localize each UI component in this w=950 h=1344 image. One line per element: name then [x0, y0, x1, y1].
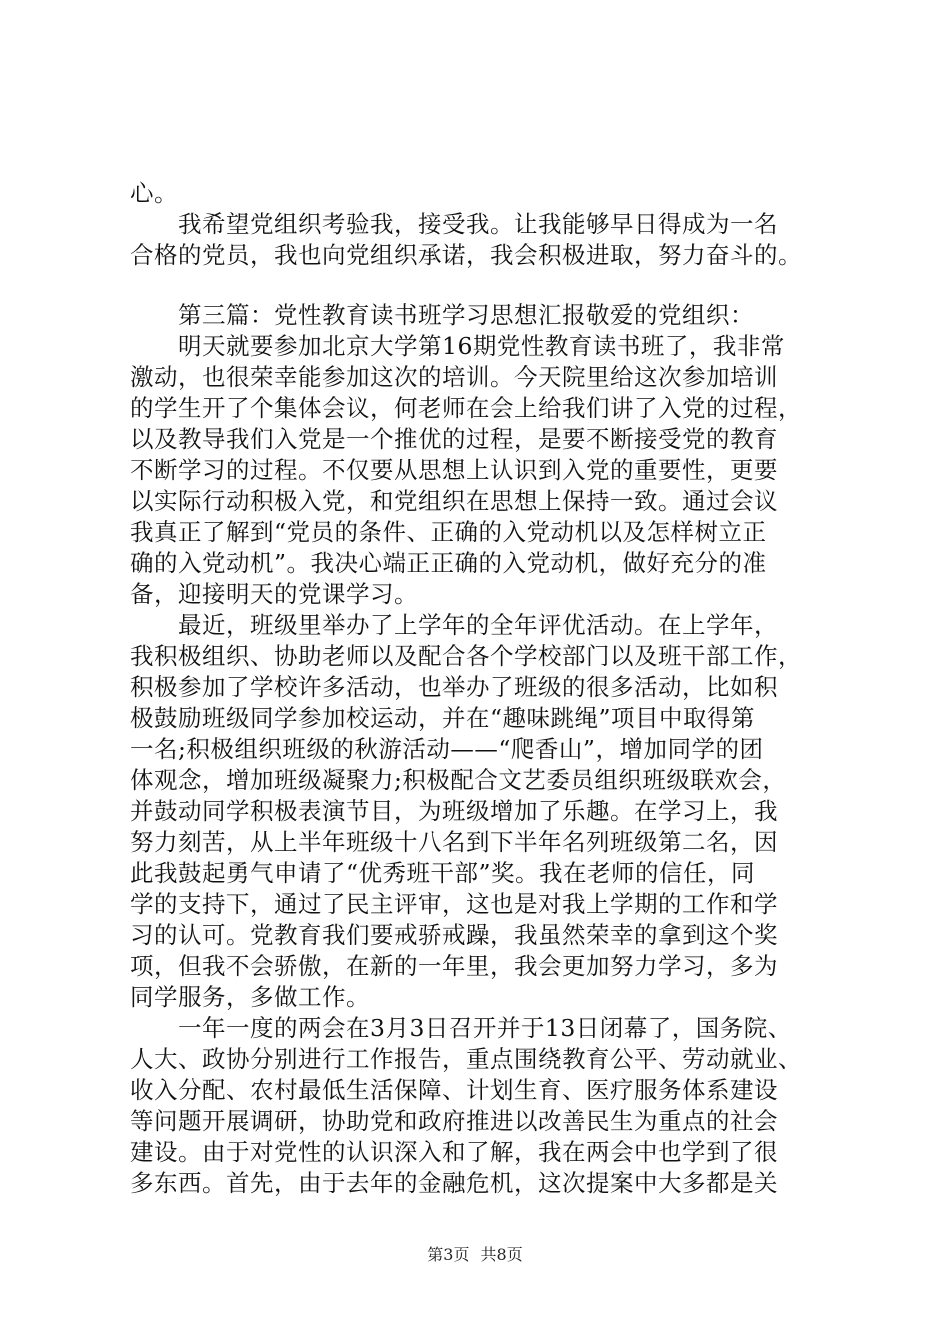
- page-number: 第3页: [427, 1245, 470, 1264]
- paragraph-start: 明天就要参加北京大学第16期党性教育读书班了，我非常: [178, 332, 785, 360]
- text-line: 积极参加了学校许多活动，也举办了班级的很多活动，比如积: [130, 673, 778, 701]
- text-line: 我真正了解到“党员的条件、正确的入党动机以及怎样树立正: [130, 518, 767, 546]
- page-total: 共8页: [480, 1245, 523, 1264]
- page-footer: [0, 1245, 950, 1265]
- text-line: 人大、政协分别进行工作报告，重点围绕教育公平、劳动就业、: [130, 1045, 802, 1073]
- paragraph-start: 最近，班级里举办了上学年的全年评优活动。在上学年，: [178, 611, 778, 639]
- text-line: 多东西。首先，由于去年的金融危机，这次提案中大多都是关: [130, 1169, 778, 1197]
- text-line: 项，但我不会骄傲，在新的一年里，我会更加努力学习，多为: [130, 952, 778, 980]
- text-line: 收入分配、农村最低生活保障、计划生育、医疗服务体系建设: [130, 1076, 778, 1104]
- text-line: 体观念，增加班级凝聚力;积极配合文艺委员组织班级联欢会，: [130, 766, 787, 794]
- text-line: 努力刻苦，从上半年班级十八名到下半年名列班级第二名，因: [130, 828, 778, 856]
- paragraph-start: 一年一度的两会在3月3日召开并于13日闭幕了，国务院、: [178, 1014, 792, 1042]
- text-line: 心。: [130, 179, 178, 207]
- text-line: 以及教导我们入党是一个推优的过程，是要不断接受党的教育: [130, 425, 778, 453]
- text-line: 学的支持下，通过了民主评审，这也是对我上学期的工作和学: [130, 890, 778, 918]
- text-line: 以实际行动积极入党，和党组织在思想上保持一致。通过会议: [130, 487, 778, 515]
- text-line: 习的认可。党教育我们要戒骄戒躁，我虽然荣幸的拿到这个奖: [130, 921, 778, 949]
- paragraph-start: 我希望党组织考验我，接受我。让我能够早日得成为一名: [178, 210, 778, 238]
- text-line: 不断学习的过程。不仅要从思想上认识到入党的重要性，更要: [130, 456, 778, 484]
- text-line: 确的入党动机”。我决心端正正确的入党动机，做好充分的准: [130, 549, 767, 577]
- text-line: 同学服务，多做工作。: [130, 983, 370, 1011]
- text-line: 合格的党员，我也向党组织承诺，我会积极进取，努力奋斗的。: [130, 241, 802, 269]
- text-line: 激动，也很荣幸能参加这次的培训。今天院里给这次参加培训: [130, 363, 778, 391]
- text-line: 建设。由于对党性的认识深入和了解，我在两会中也学到了很: [130, 1138, 778, 1166]
- text-line: 的学生开了个集体会议，何老师在会上给我们讲了入党的过程，: [130, 394, 802, 422]
- section-heading: 第三篇：党性教育读书班学习思想汇报敬爱的党组织：: [178, 301, 754, 329]
- text-line: 我积极组织、协助老师以及配合各个学校部门以及班干部工作，: [130, 642, 802, 670]
- text-line: 此我鼓起勇气申请了“优秀班干部”奖。我在老师的信任，同: [130, 859, 756, 887]
- text-line: 极鼓励班级同学参加校运动，并在“趣味跳绳”项目中取得第: [130, 704, 756, 732]
- text-line: 一名;积极组织班级的秋游活动——“爬香山”，增加同学的团: [130, 735, 764, 763]
- text-line: 等问题开展调研，协助党和政府推进以改善民生为重点的社会: [130, 1107, 778, 1135]
- text-line: 备，迎接明天的党课学习。: [130, 580, 418, 608]
- text-line: 并鼓动同学积极表演节目，为班级增加了乐趣。在学习上，我: [130, 797, 778, 825]
